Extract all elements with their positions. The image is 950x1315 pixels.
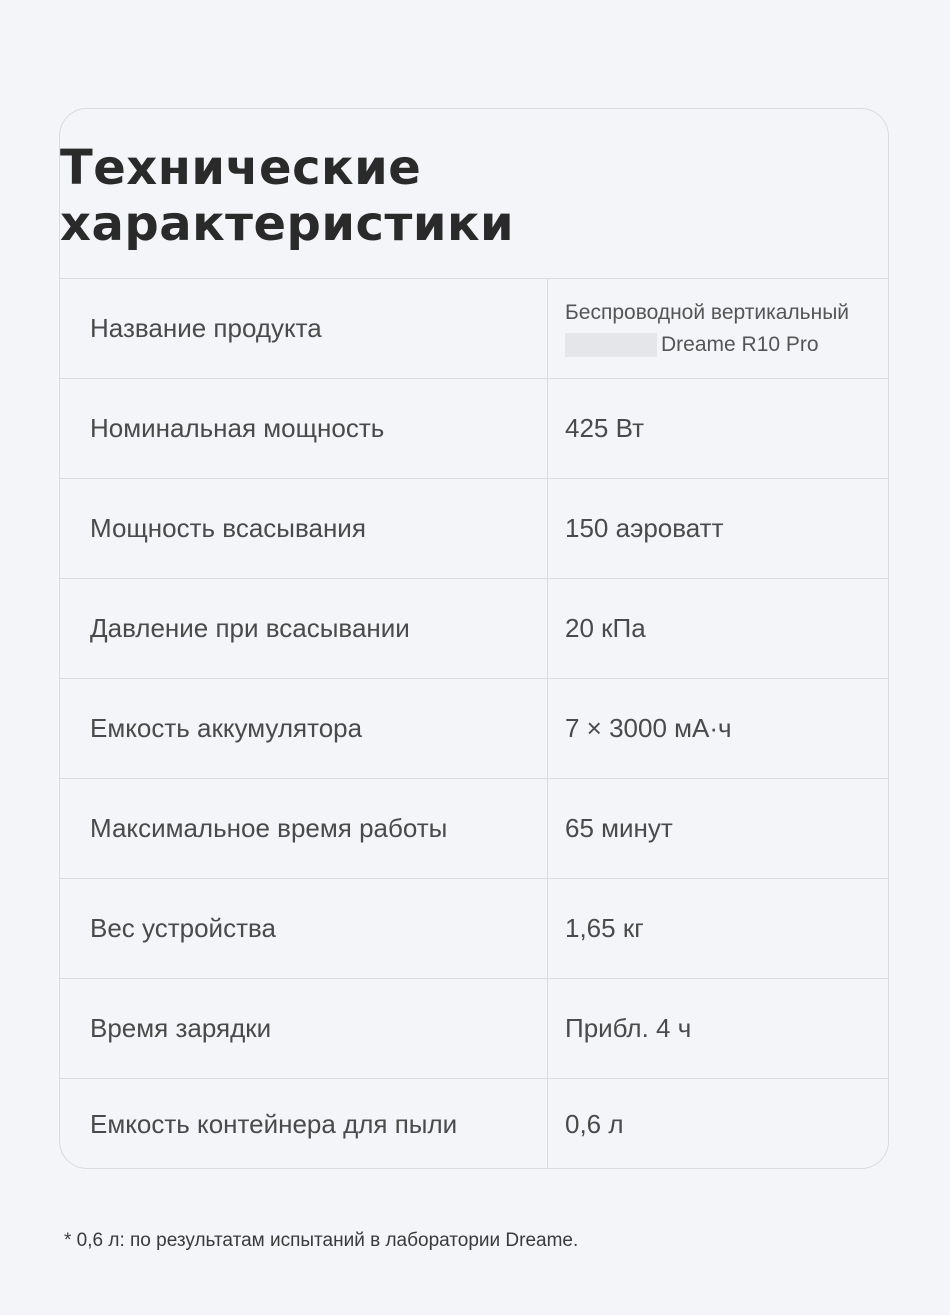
spec-card (59, 108, 889, 1169)
spec-value: 0,6 л (565, 1109, 624, 1139)
spec-row-suction-power (60, 479, 888, 579)
spec-label: Максимальное время работы (60, 779, 548, 878)
spec-row-rated-power (60, 379, 888, 479)
footnote: * 0,6 л: по результатам испытаний в лаборатории Dreame. (64, 1230, 579, 1251)
spec-row-dust-bin (60, 1079, 888, 1169)
spec-table (60, 279, 888, 1169)
spec-row-charge-time (60, 979, 888, 1079)
page-title: Технические характеристики (60, 139, 515, 252)
spec-row-suction-pressure (60, 579, 888, 679)
spec-label: Время зарядки (60, 979, 548, 1078)
spec-value (548, 279, 888, 378)
spec-label: Емкость аккумулятора (60, 679, 548, 778)
spec-label: Вес устройства (60, 879, 548, 978)
spec-label: Мощность всасывания (60, 479, 548, 578)
spec-value: 20 кПа (565, 613, 646, 643)
spec-label: Название продукта (60, 279, 548, 378)
spec-value: 425 Вт (565, 413, 644, 443)
spec-row-runtime (60, 779, 888, 879)
spec-value: Прибл. 4 ч (565, 1013, 692, 1043)
spec-value-line2: Dreame R10 Pro (661, 332, 819, 356)
spec-label: Номинальная мощность (60, 379, 548, 478)
spec-row-product-name (60, 279, 888, 379)
spec-row-weight (60, 879, 888, 979)
spec-value: 65 минут (565, 813, 673, 843)
spec-label: Емкость контейнера для пыли (60, 1079, 548, 1169)
spec-label: Давление при всасывании (60, 579, 548, 678)
title-area (60, 109, 888, 279)
spec-value: 150 аэроватт (565, 513, 724, 543)
spec-value-line1: Беспроводной вертикальный (565, 300, 850, 324)
redacted-block (565, 333, 657, 357)
spec-value: 1,65 кг (565, 913, 644, 943)
spec-value: 7 × 3000 мА·ч (565, 713, 732, 743)
spec-row-battery (60, 679, 888, 779)
spec-value-line2-wrap (565, 329, 819, 361)
